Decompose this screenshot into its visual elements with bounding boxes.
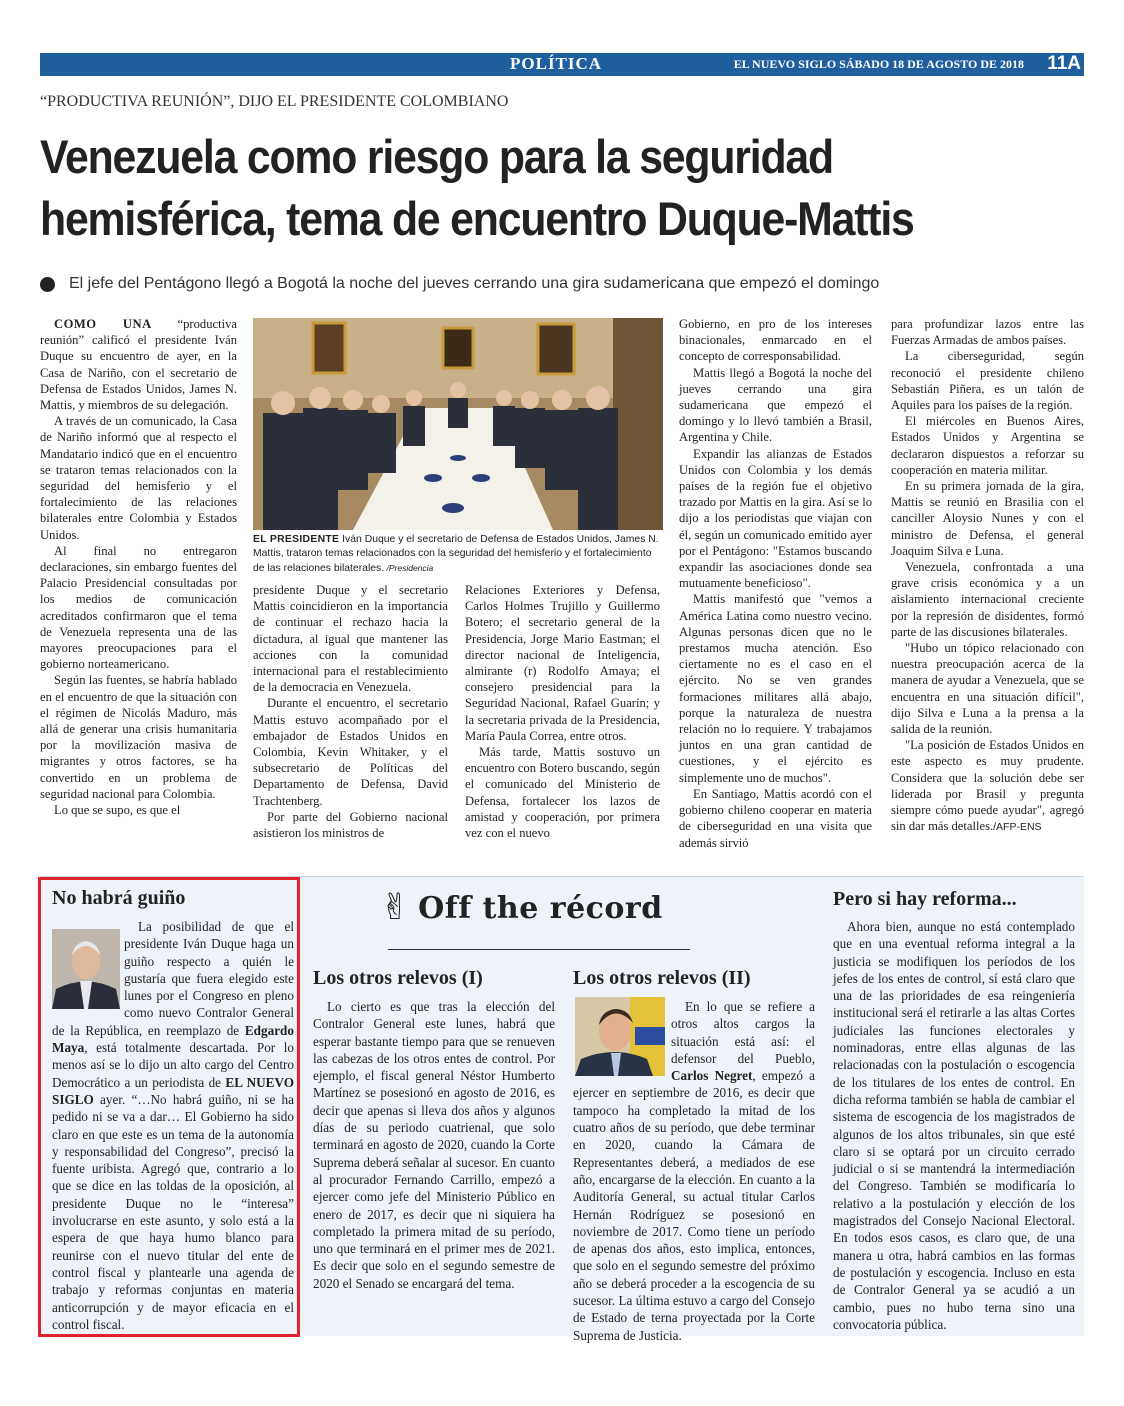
highlighted-name: Edgardo Maya	[52, 1022, 294, 1056]
paragraph: Lo que se supo, es que el	[54, 803, 181, 818]
victory-hand-icon: ✌	[380, 887, 411, 928]
kicker: “PRODUCTIVA REUNIÓN”, DIJO EL PRESIDENTE COLOMBIANO	[40, 93, 509, 110]
article-column-5	[891, 316, 1084, 856]
deck	[40, 275, 879, 293]
box-title-no-habra-guino: No habrá guiño	[52, 887, 186, 909]
paragraph: Mattis manifestó que "vemos a América Latina como nuestro vecino. Algunas personas dicen que no le prestamos mucha atención. Eso ciertamente no es el caso en el ejército. No se ven grandes formaciones militares allá abajo, porque la naturaleza de nuestra relación no lo requiere. Y trabajamos juntos en una gran cantidad de cuestiones, y el ejército es simplemente uno de muchos".	[679, 592, 872, 785]
newspaper-name: EL NUEVO SIGLO	[733, 57, 837, 71]
box-title-otros-relevos-2: Los otros relevos (II)	[573, 967, 751, 989]
meeting-photo	[253, 318, 663, 530]
paragraph-text: "La posición de Estados Unidos en este aspecto es muy prudente. Considera que la solución debe ser liderada por Brasil y pregunta siempre cómo puede ayudar", agregó sin dar más detalles.	[891, 738, 1084, 834]
article-credit: /AFP-ENS	[993, 821, 1042, 834]
paragraph: Gobierno, en pro de los intereses binacionales, enmarcado en el concepto de corresponsabilidad.	[679, 317, 872, 364]
article-column-3	[465, 582, 660, 856]
paragraph: En Santiago, Mattis acordó con el gobierno chileno cooperar en materia de ciberseguridad en una visita que además sirvió	[679, 786, 872, 850]
paragraph: "Hubo un tópico relacionado con nuestra preocupación acerca de la manera de ayudar a Venezuela, que se encuentra en una situación difícil", dijo Silva e Luna a la prensa a la salida de la reunión.	[891, 641, 1084, 737]
highlighted-name: Carlos Negret	[671, 1068, 753, 1084]
paragraph: Según las fuentes, se habría hablado en el encuentro de que la situación con el régimen de Nicolás Maduro, más allá de generar una crisis humanitaria por la movilización masiva de migrantes y otros factores, se ha convertido en un problema de seguridad nacional para Colombia.	[40, 673, 237, 801]
box-text-otros-relevos-1	[313, 998, 555, 1333]
paragraph: Durante el encuentro, el secretario Mattis estuvo acompañado por el embajador de Estados Unidos en Colombia, Kevin Whitaker, y el subsecretario de Políticas del Departamento de Defensa, David Trachtenberg.	[253, 696, 448, 808]
paragraph: A través de un comunicado, la Casa de Nariño informó que al respecto el Mandatario indicó que en el encuentro se trataron temas relacionados con la seguridad del hemisferio y el fortalecimiento de las relaciones bilaterales entre Colombia y Estados Unidos.	[40, 414, 237, 542]
caption-lead: EL PRESIDENTE	[253, 534, 340, 545]
portrait-spacer	[573, 998, 671, 1080]
box-text: La posibilidad de que el presidente Iván Duque haga un guiño respecto a quién le gustaría que fuera elegido este lunes por el Congreso en pleno como nuevo Contralor General de la República, en reemplazo de	[52, 919, 294, 1038]
bullet-icon	[40, 277, 55, 292]
meeting-photo-illustration	[253, 318, 663, 530]
box-text: , empezó a ejercer en septiembre de 2016, es decir que tampoco ha completado la mitad de los cuatro años de su período, que debe terminar en 2020, cuando la Cámara de Representantes deberá, a mediados de ese año, encargarse de la elección. En cuanto a la Auditoría General, su actual titular Carlos Hernán Rodríguez se posesionó en noviembre de 2017. Como tiene un período de apenas dos años, esto implica, entonces, que solo en el segundo semestre del próximo año se deberá proceder a la escogencia de su sucesor. La última estuvo a cargo del Consejo de Estado de terna proyectada por la Corte Suprema de Justicia.	[573, 1068, 815, 1343]
paragraph: El miércoles en Buenos Aires, Estados Unidos y Argentina se declararon dispuestos a reforzar su cooperación en materia militar.	[891, 414, 1084, 477]
paragraph: Mattis llegó a Bogotá la noche del jueves cerrando una gira sudamericana que empezó el domingo y lo llevó también a Brasil, Argentina y Chile.	[679, 365, 872, 445]
box-text-otros-relevos-2	[573, 998, 815, 1343]
article-column-2	[253, 582, 448, 856]
box-text-no-habra-guino	[52, 918, 294, 1332]
article-column-1	[40, 316, 237, 856]
divider	[388, 949, 690, 950]
box-text: Ahora bien, aunque no está contemplado que en una eventual reforma integral a la justicia se modifiquen los períodos de los jefes de los entes de control, sí está claro que una de las prioridades de esa reingeniería institucional será el retirarle a las altas Cortes judiciales las funciones electorales y nominadoras, entre ellas algunas de las relacionadas con la postulación o escogencia de los titulares de los entes de control. En dicha reforma también se habla de cambiar el sistema de escogencia de los magistrados de algunos de los altos tribunales, sin que esté claro si se optará por un circuito cerrado judicial o si se mantendrá la intermediación del Congreso. También se modificaría lo relativo a la postulación y elección de los magistrados del Consejo Nacional Electoral. En todos esos casos, es claro que, de una manera u otra, habrá cambios en las formas de postulación y escogencia. Incluso en esta de Contralor General ya se acudió a un cambio, pues no hubo terna sino una convocatoria pública.	[833, 919, 1075, 1332]
section-title: Off the récord	[418, 890, 663, 926]
headline-line-2: hemisférica, tema de encuentro Duque-Mattis	[40, 192, 914, 245]
paragraph: para profundizar lazos entre las Fuerzas Armadas de ambos países.	[891, 317, 1084, 348]
issue-date: SÁBADO 18 DE AGOSTO DE 2018	[839, 57, 1024, 71]
paragraph: Por parte del Gobierno nacional asistieron los ministros de	[253, 809, 448, 841]
portrait-spacer	[52, 918, 124, 1014]
paragraph: Relaciones Exteriores y Defensa, Carlos Holmes Trujillo y Guillermo Botero; el secretario general de la Presidencia, Jorge Mario Eastman; el director nacional de Inteligencia, almirante (r) Rodolfo Amaya; el consejero presidencial para la Seguridad Nacional, Rafael Guarín; y la secretaria privada de la Presidencia, María Paula Correa, entre otros.	[465, 583, 660, 743]
box-text-pero-si-hay-reforma	[833, 918, 1075, 1333]
paragraph: Al final no entregaron declaraciones, sin embargo fuentes del Palacio Presidencial consultadas por los medios de comunicación acreditados confirmaron que el tema de Venezuela representa una de las mayores preocupaciones para el gobierno norteamericano.	[40, 543, 237, 672]
paragraph: Expandir las alianzas de Estados Unidos con Colombia y los demás países de la región fue el objetivo trazado por Mattis en la gira. Así se lo dijo a los periodistas que viajan con él, según un comunicado emitido ayer por el Pentágono: "Estamos buscando expandir las asociaciones donde sea mutuamente beneficioso".	[679, 446, 872, 591]
page-number: 11A	[1047, 53, 1081, 74]
paragraph: Más tarde, Mattis sostuvo un encuentro con Botero buscando, según el comunicado del Ministerio de Defensa, fortalecer los lazos de amistad y cooperación, por primera vez con el nuevo	[465, 745, 660, 841]
photo-caption	[253, 533, 663, 576]
paragraph: La ciberseguridad, según reconoció el presidente chileno Sebastián Piñera, es un talón de Aquiles para los países de la región.	[891, 349, 1084, 413]
paragraph	[891, 737, 1084, 835]
box-title-otros-relevos-1: Los otros relevos (I)	[313, 967, 483, 989]
section-header-bar	[40, 53, 1084, 76]
box-title-pero-si-hay-reforma: Pero si hay reforma...	[833, 888, 1017, 910]
section-name: POLÍTICA	[510, 54, 603, 73]
box-text: Lo cierto es que tras la elección del Contralor General este lunes, habrá que esperar bastante tiempo para que se renueven las cabezas de los otros entes de control. Por ejemplo, el fiscal general Néstor Humberto Martínez se posesionó en agosto de 2016, es decir que apenas si lleva dos años y algunos días de su periodo cuatrienal, que solo terminará en agosto de 2020, cuando la Corte Suprema deberá señalar al sucesor. En cuanto al procurador Fernando Carrillo, empezó a ejercer como jefe del Ministerio Público en enero de 2017, es decir que ni siquiera ha completado la primera mitad de su período, uno que terminará en el primer mes de 2021. Es decir que solo en el segundo semestre de 2020 el Senado se encargará del tema.	[313, 999, 555, 1291]
paragraph: presidente Duque y el secretario Mattis coincidieron en la importancia de continuar el rechazo hacia la dictadura, al igual que mantener las acciones con la comunidad internacional para el restablecimiento de la democracia en Venezuela.	[253, 583, 448, 695]
box-text: ayer. “…No habrá guiño, ni se ha pedido ni se va a dar… El Gobierno ha sido claro en que este es un tema de la autonomía y responsabilidad del Congreso”, precisó la fuente uribista. Agregó que, contrario a lo que se dice en las toldas de la oposición, al presidente Duque no le “interesa” involucrarse en este asunto, y solo está a la espera de que haya humo blanco para reunirse con el nuevo titular del ente de control fiscal y plantearle una agenda de trabajo y reformas conjuntas en materia anticorrupción y de mayor eficacia en el control fiscal.	[52, 1091, 294, 1332]
issue-info	[734, 57, 1024, 72]
box-text: , está totalmente descartada. Por lo menos así se lo dijo un alto cargo del Centro Democrático a un periodista de	[52, 1040, 294, 1090]
paragraph: En su primera jornada de la gira, Mattis se reunió en Brasilia con el canciller Aloysio Nunes y con el ministro de Defensa, el general Joaquim Silva e Luna.	[891, 479, 1084, 558]
headline	[40, 126, 996, 250]
caption-text: Iván Duque y el secretario de Defensa de Estados Unidos, James N. Mattis, trataron temas relacionados con la seguridad del hemisferio y el fortalecimiento de las relaciones bilaterales.	[253, 534, 659, 574]
headline-line-1: Venezuela como riesgo para la seguridad	[40, 130, 833, 183]
newspaper-mention: EL NUEVO SIGLO	[52, 1074, 294, 1107]
paragraph: “productiva reunión” calificó el presidente Iván Duque su encuentro de ayer, en la Casa de Nariño, con el secretario de Defensa de Estados Unidos, James N. Mattis, y miembros de su delegación.	[40, 317, 237, 413]
photo-credit: /Presidencia	[384, 563, 434, 573]
off-the-record-logo	[380, 888, 663, 928]
box-text: En lo que se refiere a otros altos cargos la situación está así: el defensor del Pueblo,	[671, 999, 815, 1066]
lead-in: COMO UNA	[54, 317, 152, 331]
deck-text: El jefe del Pentágono llegó a Bogotá la noche del jueves cerrando una gira sudamericana que empezó el domingo	[69, 275, 880, 292]
paragraph: Venezuela, confrontada a una grave crisis económica y a un aislamiento internacional creciente por la represión de disidentes, formó parte de las discusiones bilaterales.	[891, 560, 1084, 639]
article-column-4	[679, 316, 872, 856]
